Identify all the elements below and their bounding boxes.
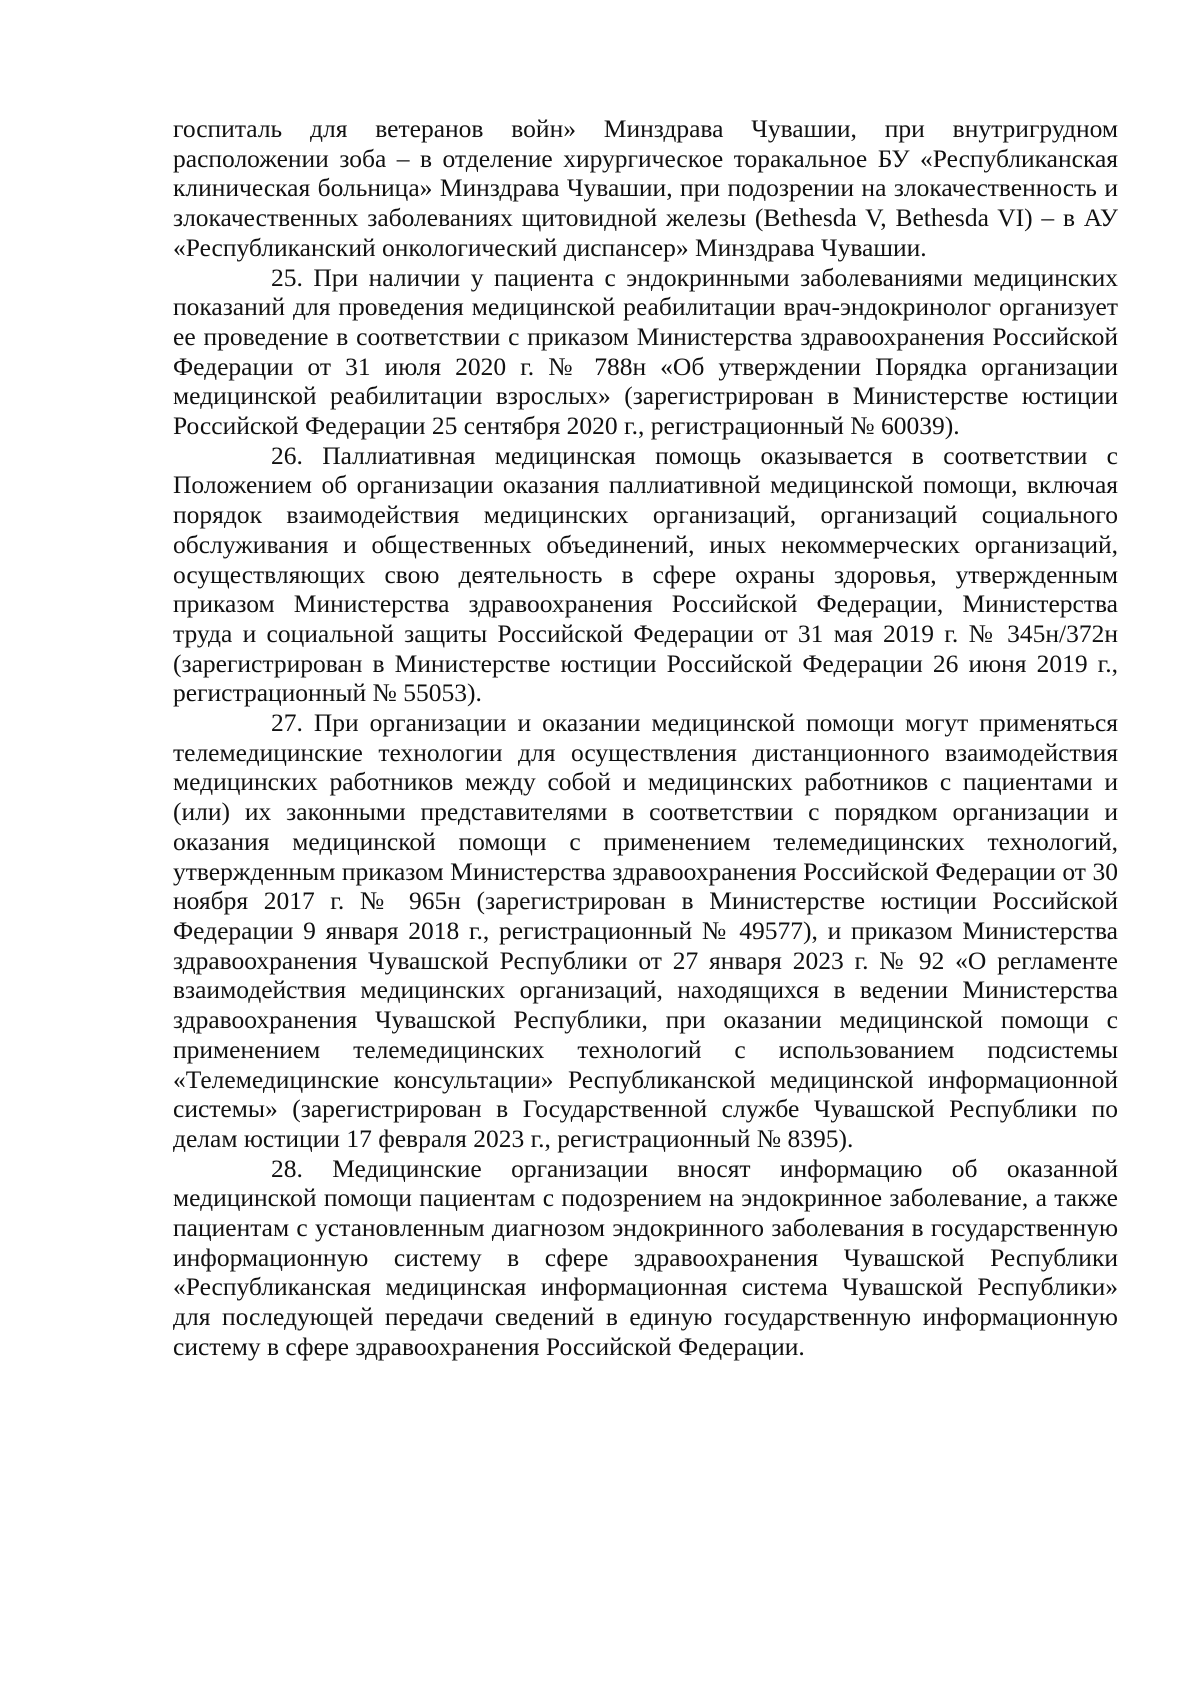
paragraph-26-palliative-care: 26. Паллиативная медицинская помощь оказывается в соответствии с Положением об организации оказания паллиативной медицинской помощи, включая порядок взаимодействия медицинских организаций, организаций социального обслуживания и общественных объединений, иных некоммерческих организаций, осуществляющих свою деятельность в сфере охраны здоровья, утвержденным приказом Министерства здравоохранения Российской Федерации, Министерства труда и социальной защиты Российской Федерации от 31 мая 2019 г. № 345н/372н (зарегистрирован в Министерстве юстиции Российской Федерации 26 июня 2019 г., регистрационный № 55053).: [173, 440, 1118, 708]
paragraph-25-rehabilitation: 25. При наличии у пациента с эндокринными заболеваниями медицинских показаний для проведения медицинской реабилитации врач-эндокринолог организует ее проведение в соответствии с приказом Министерства здравоохранения Российской Федерации от 31 июля 2020 г. № 788н «Об утверждении Порядка организации медицинской реабилитации взрослых» (зарегистрирован в Министерстве юстиции Российской Федерации 25 сентября 2020 г., регистрационный № 60039).: [173, 262, 1118, 441]
paragraph-27-telemedicine: 27. При организации и оказании медицинской помощи могут применяться телемедицинские технологии для осуществления дистанционного взаимодействия медицинских работников между собой и медицинских работников с пациентами и (или) их законными представителями в соответствии с порядком организации и оказания медицинской помощи с применением телемедицинских технологий, утвержденным приказом Министерства здравоохранения Российской Федерации от 30 ноября 2017 г. № 965н (зарегистрирован в Министерстве юстиции Российской Федерации 9 января 2018 г., регистрационный № 49577), и приказом Министерства здравоохранения Чувашской Республики от 27 января 2023 г. № 92 «О регламенте взаимодействия медицинских организаций, находящихся в ведении Министерства здравоохранения Чувашской Республики, при оказании медицинской помощи с применением телемедицинских технологий с использованием подсистемы «Телемедицинские консультации» Республиканской медицинской информационной системы» (зарегистрирован в Государственной службе Чувашской Республики по делам юстиции 17 февраля 2023 г., регистрационный № 8395).: [173, 708, 1118, 1153]
paragraph-28-information-system: 28. Медицинские организации вносят информацию об оказанной медицинской помощи пациентам с подозрением на эндокринное заболевание, а также пациентам с установленным диагнозом эндокринного заболевания в государственную информационную систему в сфере здравоохранения Чувашской Республики «Республиканская медицинская информационная система Чувашской Республики» для последующей передачи сведений в единую государственную информационную систему в сфере здравоохранения Российской Федерации.: [173, 1153, 1118, 1361]
paragraph-continuation: госпиталь для ветеранов войн» Минздрава Чувашии, при внутригрудном расположении зоба – в отделение хирургическое торакальное БУ «Республиканская клиническая больница» Минздрава Чувашии, при подозрении на злокачественность и злокачественных заболеваниях щитовидной железы (Bethesda V, Bethesda VI) – в АУ «Республиканский онкологический диспансер» Минздрава Чувашии.: [173, 114, 1118, 262]
document-body: [173, 114, 1118, 1362]
